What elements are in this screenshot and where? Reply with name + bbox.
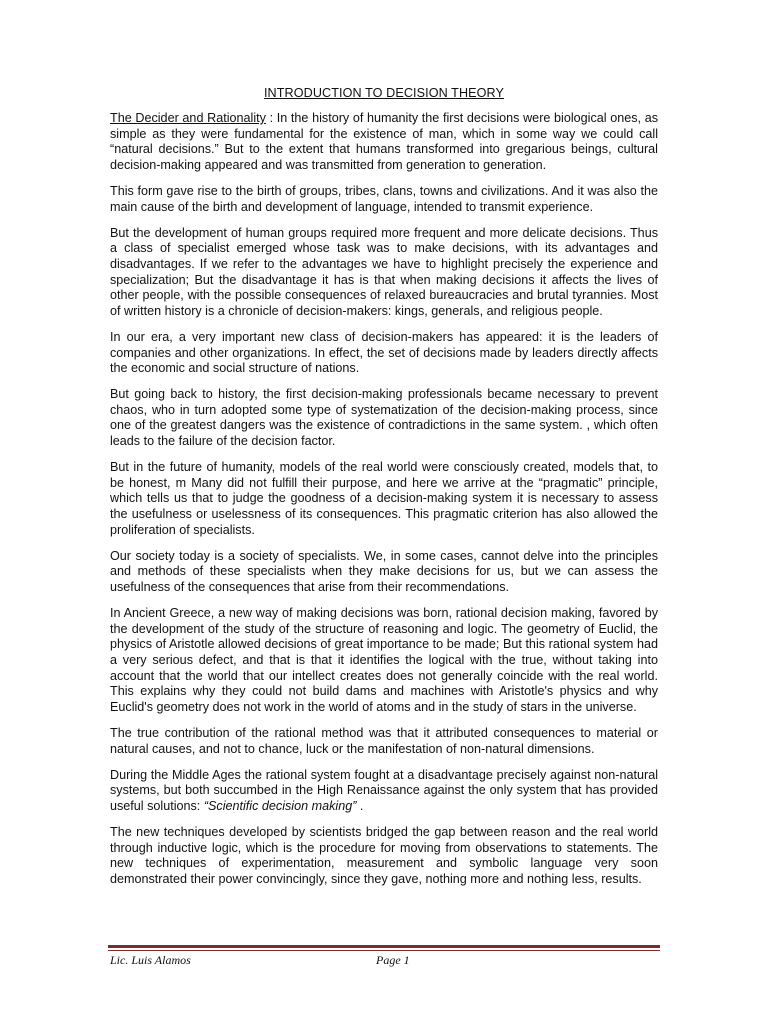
scientific-quote: “Scientific decision making” (203, 798, 357, 813)
footer-page-number: Page 1 (376, 953, 410, 967)
paragraph: But going back to history, the first decision-making professionals became necessary to prevent chaos, who in turn adopted some type of systematization of the decision-making process, since one of the greatest dangers was the existence of contradictions in the same system. , which often leads to the failure of the decision factor. (110, 387, 658, 449)
paragraph: This form gave rise to the birth of groups, tribes, clans, towns and civilizations. And it was also the main cause of the birth and development of language, intended to transmit experience. (110, 183, 658, 214)
paragraph: The true contribution of the rational method was that it attributed consequences to material or natural causes, and not to chance, luck or the manifestation of non-natural dimensions. (110, 725, 658, 756)
paragraph-last: The new techniques developed by scientists bridged the gap between reason and the real world through inductive logic, which is the procedure for moving from observations to statements. The new techniques of experimentation, measurement and symbolic language very soon demonstrated their power convincingly, since they gave, nothing more and nothing less, results. (110, 825, 658, 886)
paragraph-intro (110, 111, 658, 173)
paragraph: Our society today is a society of specialists. We, in some cases, cannot delve into the principles and methods of these specialists when they make decisions for us, but we can assess the usefulness of the consequences that arise from their recommendations. (110, 548, 658, 594)
document-title: INTRODUCTION TO DECISION THEORY (263, 86, 505, 100)
footer-rule-thick (108, 945, 660, 948)
middle-ages-text: During the Middle Ages the rational system fought at a disadvantage precisely against non-natural systems, but both succumbed in the High Renaissance against the only system that has provided useful solutions: (110, 767, 658, 813)
footer-author: Lic. Luis Alamos (110, 953, 191, 967)
paragraph: But the development of human groups required more frequent and more delicate decisions. Thus a class of specialist emerged whose task was to make decisions, with its advantages and disadvantages. If we refer to the advantages we have to highlight precisely the experience and specialization; But the disadvantage it has is that when making decisions it affects the lives of other people, with the possible consequences of relaxed bureaucracies and brutal tyrannies. Most of written history is a chronicle of decision-makers: kings, generals, and religious people. (110, 225, 658, 318)
paragraph: In our era, a very important new class of decision-makers has appeared: it is the leaders of companies and other organizations. In effect, the set of decisions made by leaders directly affects the economic and social structure of nations. (110, 329, 658, 376)
section-heading: The Decider and Rationality (110, 111, 266, 125)
footer-rule-thin (108, 950, 660, 951)
paragraph-middle-ages (110, 768, 658, 815)
middle-ages-end: . (356, 798, 364, 813)
paragraph: In Ancient Greece, a new way of making decisions was born, rational decision making, favored by the development of the study of the structure of reasoning and logic. The geometry of Euclid, the physics of Aristotle allowed decisions of great importance to be made; But this rational system had a very serious defect, and that is that it identifies the logical with the true, without taking into account that the world that our intellect creates does not generally coincide with the real world. This explains why they could not build dams and machines with Aristotle's physics and why Euclid's geometry does not work in the world of atoms and in the study of stars in the universe. (110, 606, 658, 714)
paragraph: But in the future of humanity, models of the real world were consciously created, models that, to be honest, m Many did not fulfill their purpose, and here we arrive at the “pragmatic” principle, which tells us that to judge the goodness of a decision-making system it is necessary to assess the usefulness or uselessness of its consequences. This pragmatic criterion has also allowed the proliferation of specialists. (110, 460, 658, 537)
paragraph-intro-text: : In the history of humanity the first decisions were biological ones, as simple as they were fundamental for the existence of man, which in some way we could call “natural decisions.” But to the extent that humans transformed into gregarious beings, cultural decision-making appeared and was transmitted from generation to generation. (110, 111, 659, 172)
document-body (110, 111, 658, 898)
